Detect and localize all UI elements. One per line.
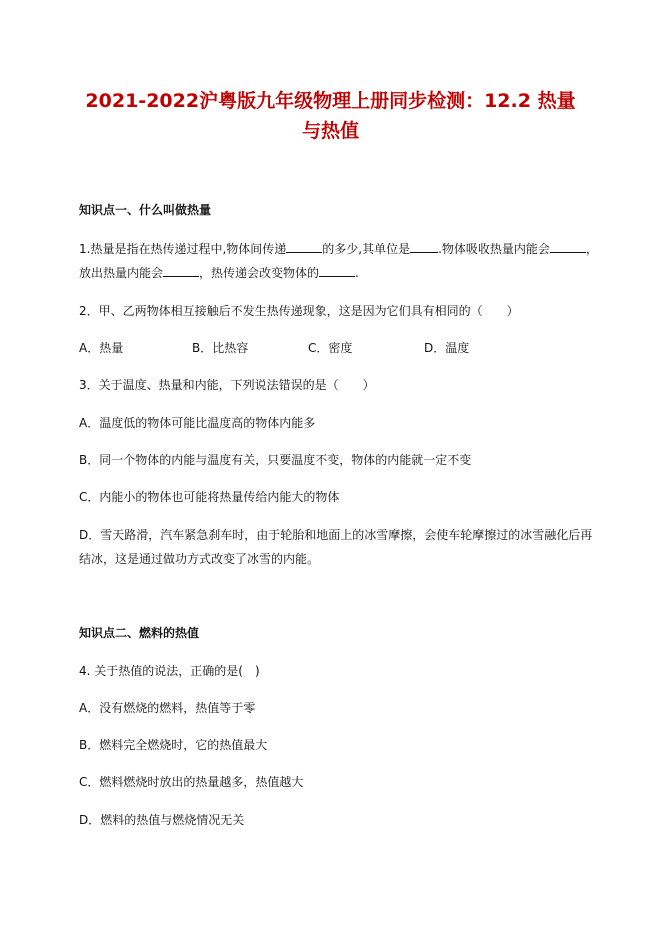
q3-option-a: A．温度低的物体可能比温度高的物体内能多	[79, 416, 316, 430]
q1-text-7: .	[355, 266, 359, 280]
title-line-2: 与热值	[301, 120, 359, 142]
q1-text-3: .物体吸收热量内能会	[438, 242, 550, 256]
question-4-stem: 4. 关于热值的说法，正确的是( )	[79, 664, 260, 678]
section-heading-2: 知识点二、燃料的热值	[79, 626, 200, 640]
q1-text-1: 1.热量是指在热传递过程中,物体间传递	[79, 242, 287, 256]
q1-blank-5	[319, 264, 355, 277]
q4-option-a: A．没有燃烧的燃料，热值等于零	[79, 701, 256, 715]
q1-blank-4	[163, 264, 199, 277]
title-line-1: 2021-2022沪粤版九年级物理上册同步检测：12.2 热量	[85, 90, 576, 112]
q4-option-d: D．燃料的热值与燃烧情况无关	[79, 813, 245, 827]
question-3-stem: 3．关于温度、热量和内能，下列说法错误的是（ ）	[79, 378, 375, 392]
q2-option-b: B．比热容	[192, 341, 249, 355]
q2-option-a: A．热量	[79, 341, 124, 355]
q3-option-d-line-2: 结冰，这是通过做功方式改变了冰雪的内能。	[79, 552, 320, 566]
q1-text-5: 放出热量内能会	[79, 266, 164, 280]
question-1-line-1	[79, 240, 598, 257]
q2-option-c: C．密度	[308, 341, 353, 355]
document-title	[60, 86, 601, 146]
q1-text-2: 的多少,其单位是	[322, 242, 411, 256]
q1-blank-3	[550, 240, 586, 253]
q1-text-6: ，热传递会改变物体的	[199, 266, 320, 280]
q3-option-c: C．内能小的物体也可能将热量传给内能大的物体	[79, 490, 340, 504]
question-1-line-2	[79, 264, 359, 281]
q4-option-c: C．燃料燃烧时放出的热量越多，热值越大	[79, 775, 304, 789]
q1-blank-1	[286, 240, 322, 253]
q3-option-b: B．同一个物体的内能与温度有关，只要温度不变，物体的内能就一定不变	[79, 453, 472, 467]
q4-option-b: B．燃料完全燃烧时，它的热值最大	[79, 738, 268, 752]
question-2-stem: 2．甲、乙两物体相互接触后不发生热传递现象，这是因为它们具有相同的（ ）	[79, 304, 519, 318]
section-heading-1: 知识点一、什么叫做热量	[79, 203, 212, 217]
q1-text-4: ，	[585, 242, 598, 256]
q1-blank-2	[410, 240, 438, 253]
q2-option-d: D．温度	[424, 341, 470, 355]
q3-option-d-line-1: D．雪天路滑，汽车紧急刹车时，由于轮胎和地面上的冰雪摩擦，会使车轮摩擦过的冰雪融化后再	[79, 528, 593, 542]
